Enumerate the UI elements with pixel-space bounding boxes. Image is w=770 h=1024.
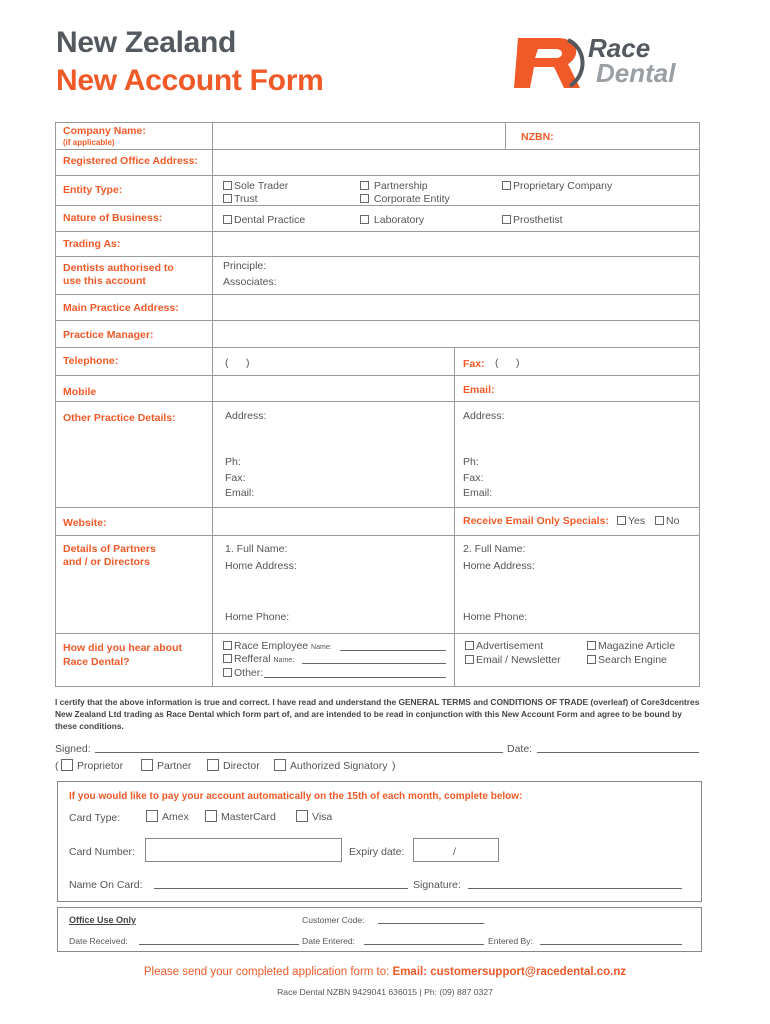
name-on-card-label: Name On Card: <box>69 879 143 891</box>
card-number-label: Card Number: <box>69 846 135 858</box>
other-email-label: Email: <box>225 487 255 499</box>
checkbox-icon <box>61 759 73 771</box>
email-label: Email: <box>463 384 495 396</box>
role-director-checkbox[interactable] <box>207 759 260 772</box>
entity-trust-checkbox[interactable] <box>223 193 258 205</box>
entity-option-label: Proprietary Company <box>513 180 613 192</box>
office-use-heading: Office Use Only <box>69 915 137 925</box>
advertisement-checkbox[interactable] <box>465 640 543 652</box>
checkbox-icon <box>223 194 232 203</box>
no-label: No <box>666 515 680 527</box>
date-field[interactable] <box>537 738 699 752</box>
nature-option-label: Laboratory <box>373 214 425 226</box>
advertisement-label: Advertisement <box>476 640 544 652</box>
checkbox-icon <box>617 516 626 525</box>
checkbox-icon <box>502 181 511 190</box>
telephone-field[interactable]: ( ) <box>225 357 250 369</box>
checkbox-icon <box>146 810 158 822</box>
other-address-label: Address: <box>225 410 267 422</box>
checkbox-icon <box>360 181 369 190</box>
card-signature-label: Signature: <box>413 879 461 891</box>
role-label: Proprietor <box>77 760 124 772</box>
footer-contact: Race Dental NZBN 9429041 636015 | Ph: (09) 887 0327 <box>277 987 493 997</box>
hear-about-label: How did you hear about <box>63 642 183 654</box>
checkbox-icon <box>223 654 232 663</box>
refferal-label: Refferal <box>234 653 271 665</box>
checkbox-icon <box>296 810 308 822</box>
entity-type-label: Entity Type: <box>63 184 123 196</box>
company-name-field[interactable] <box>213 123 505 149</box>
role-proprietor-checkbox[interactable] <box>61 759 123 772</box>
nature-of-business-label: Nature of Business: <box>63 212 163 224</box>
checkbox-icon <box>465 641 474 650</box>
partner2-home-address-label: Home Address: <box>463 560 535 572</box>
card-type-option: Visa <box>312 811 333 823</box>
trading-as-label: Trading As: <box>63 238 121 250</box>
website-field[interactable] <box>213 508 454 535</box>
company-name-label: Company Name: <box>63 125 146 137</box>
checkbox-icon <box>205 810 217 822</box>
checkbox-icon <box>465 655 474 664</box>
email-field[interactable] <box>500 376 699 401</box>
expiry-label: Expiry date: <box>349 846 405 858</box>
search-engine-label: Search Engine <box>598 654 667 666</box>
date-label: Date: <box>507 743 533 755</box>
footer-send-text: Please send your completed application form to: <box>143 966 393 978</box>
title-country: New Zealand <box>56 26 237 59</box>
signed-label: Signed: <box>55 743 91 755</box>
role-label: Partner <box>157 760 192 772</box>
dentists-authorised-label: Dentists authorised to <box>63 262 174 274</box>
partner1-home-phone-label: Home Phone: <box>225 611 290 623</box>
entity-proprietary-checkbox[interactable] <box>502 180 612 192</box>
dentists-authorised-label-2: use this account <box>63 275 146 287</box>
date-received-label: Date Received: <box>69 936 128 946</box>
name-label: Name: <box>273 657 295 664</box>
card-number-input[interactable] <box>145 838 342 862</box>
other-ph-label: Ph: <box>225 456 241 468</box>
entity-partnership-checkbox[interactable] <box>360 180 428 192</box>
entity-sole-trader-checkbox[interactable] <box>223 180 288 192</box>
certification-text: I certify that the above information is true and correct. I have read and understand the GENERAL TERMS and CONDITIONS OF TRADE (overleaf) of Core3dcentres New Zealand Ltd trading as Race Dental which form part of, and are intended to be read in conjunction with this New Account Form and agree to be bound by these conditions. <box>55 697 700 731</box>
nature-prosthetist-checkbox[interactable] <box>502 214 563 226</box>
website-label: Website: <box>63 517 107 529</box>
checkbox-icon <box>360 194 369 203</box>
card-mastercard-checkbox[interactable] <box>205 810 276 823</box>
magazine-article-label: Magazine Article <box>598 640 676 652</box>
nature-option-label: Prosthetist <box>513 214 563 226</box>
card-type-label: Card Type: <box>69 812 121 824</box>
other-label: Other: <box>234 667 264 679</box>
other-fax-label-2: Fax: <box>463 472 484 484</box>
race-employee-checkbox[interactable] <box>223 640 332 652</box>
mobile-field[interactable] <box>213 376 454 401</box>
other-email-label-2: Email: <box>463 487 493 499</box>
principle-field-label: Principle: <box>223 260 267 272</box>
entity-option-label: Partnership <box>373 180 428 192</box>
footer-email-link[interactable]: Email: customersupport@racedental.co.nz <box>392 966 627 978</box>
card-type-option: Amex <box>162 811 189 823</box>
nature-option-label: Dental Practice <box>234 214 306 226</box>
nzbn-field[interactable] <box>506 123 699 149</box>
partner1-full-name-label: 1. Full Name: <box>225 543 288 555</box>
refferal-checkbox[interactable] <box>223 653 294 665</box>
hear-about-label-2: Race Dental? <box>63 656 130 668</box>
name-on-card-field[interactable] <box>154 874 408 888</box>
checkbox-icon <box>207 759 219 771</box>
race-employee-label: Race Employee <box>234 640 309 652</box>
entity-corporate-checkbox[interactable] <box>360 193 450 205</box>
email-newsletter-checkbox[interactable] <box>465 654 561 666</box>
practice-manager-label: Practice Manager: <box>63 329 154 341</box>
partner1-home-address-label: Home Address: <box>225 560 297 572</box>
practice-manager-field[interactable] <box>213 321 699 347</box>
close-paren: ) <box>392 760 396 772</box>
other-practice-details-label: Other Practice Details: <box>63 412 176 424</box>
entity-option-label: Trust <box>234 193 258 205</box>
partners-directors-label-2: and / or Directors <box>63 556 150 568</box>
main-practice-address-label: Main Practice Address: <box>63 302 179 314</box>
main-practice-address-field[interactable] <box>213 295 699 320</box>
trading-as-field[interactable] <box>213 232 699 256</box>
partner2-full-name-label: 2. Full Name: <box>463 543 526 555</box>
checkbox-icon <box>223 641 232 650</box>
partners-directors-label: Details of Partners <box>63 543 156 555</box>
nature-laboratory-checkbox[interactable] <box>360 214 424 226</box>
specials-yes-checkbox[interactable] <box>617 515 645 527</box>
page-title: New Account Form <box>56 64 324 97</box>
telephone-label: Telephone: <box>63 355 119 367</box>
partner2-home-phone-label: Home Phone: <box>463 611 528 623</box>
nature-dental-practice-checkbox[interactable] <box>223 214 305 226</box>
checkbox-icon <box>141 759 153 771</box>
entity-option-label: Sole Trader <box>234 180 289 192</box>
customer-code-label: Customer Code: <box>302 915 365 925</box>
other-address-label-2: Address: <box>463 410 505 422</box>
logo-dental-text: Dental <box>596 58 676 88</box>
open-paren: ( <box>55 760 59 772</box>
expiry-input[interactable] <box>413 838 499 862</box>
yes-label: Yes <box>628 515 646 527</box>
mobile-label: Mobile <box>63 386 97 398</box>
nzbn-label: NZBN: <box>521 131 554 143</box>
payment-heading: If you would like to pay your account automatically on the 15th of each month, complete below: <box>69 791 523 802</box>
fax-field[interactable]: ( ) <box>495 357 520 369</box>
race-dental-logo-icon <box>508 34 590 92</box>
checkbox-icon <box>655 516 664 525</box>
expiry-slash: / <box>453 846 456 858</box>
card-type-option: MasterCard <box>221 811 276 823</box>
checkbox-icon <box>502 215 511 224</box>
fax-label: Fax: <box>463 358 485 370</box>
checkbox-icon <box>223 215 232 224</box>
registered-office-field[interactable] <box>213 150 699 175</box>
role-authorized-checkbox[interactable] <box>274 759 387 772</box>
office-use-section <box>57 907 702 952</box>
other-checkbox[interactable] <box>223 667 263 679</box>
checkbox-icon <box>360 215 369 224</box>
search-engine-checkbox[interactable] <box>587 654 667 666</box>
entity-option-label: Corporate Entity <box>373 193 450 205</box>
logo-race-text: Race <box>588 33 651 63</box>
associates-field-label: Associates: <box>223 276 277 288</box>
role-partner-checkbox[interactable] <box>141 759 191 772</box>
checkbox-icon <box>223 668 232 677</box>
footer-send-instructions <box>0 966 770 978</box>
name-label: Name: <box>311 644 332 651</box>
email-newsletter-label: Email / Newsletter <box>476 654 561 666</box>
role-label: Director <box>223 760 260 772</box>
signed-field[interactable] <box>95 738 503 752</box>
magazine-article-checkbox[interactable] <box>587 640 675 652</box>
date-entered-label: Date Entered: <box>302 936 356 946</box>
checkbox-icon <box>587 655 596 664</box>
company-name-sublabel: (if applicable) <box>63 138 115 147</box>
other-ph-label-2: Ph: <box>463 456 479 468</box>
card-visa-checkbox[interactable] <box>296 810 332 823</box>
card-signature-field[interactable] <box>468 874 682 888</box>
checkbox-icon <box>223 181 232 190</box>
receive-email-specials-label: Receive Email Only Specials: <box>463 515 609 527</box>
other-fax-label: Fax: <box>225 472 246 484</box>
registered-office-label: Registered Office Address: <box>63 155 198 167</box>
role-label: Authorized Signatory <box>290 760 388 772</box>
checkbox-icon <box>587 641 596 650</box>
checkbox-icon <box>274 759 286 771</box>
entered-by-label: Entered By: <box>488 936 533 946</box>
specials-no-checkbox[interactable] <box>655 515 679 527</box>
card-amex-checkbox[interactable] <box>146 810 189 823</box>
